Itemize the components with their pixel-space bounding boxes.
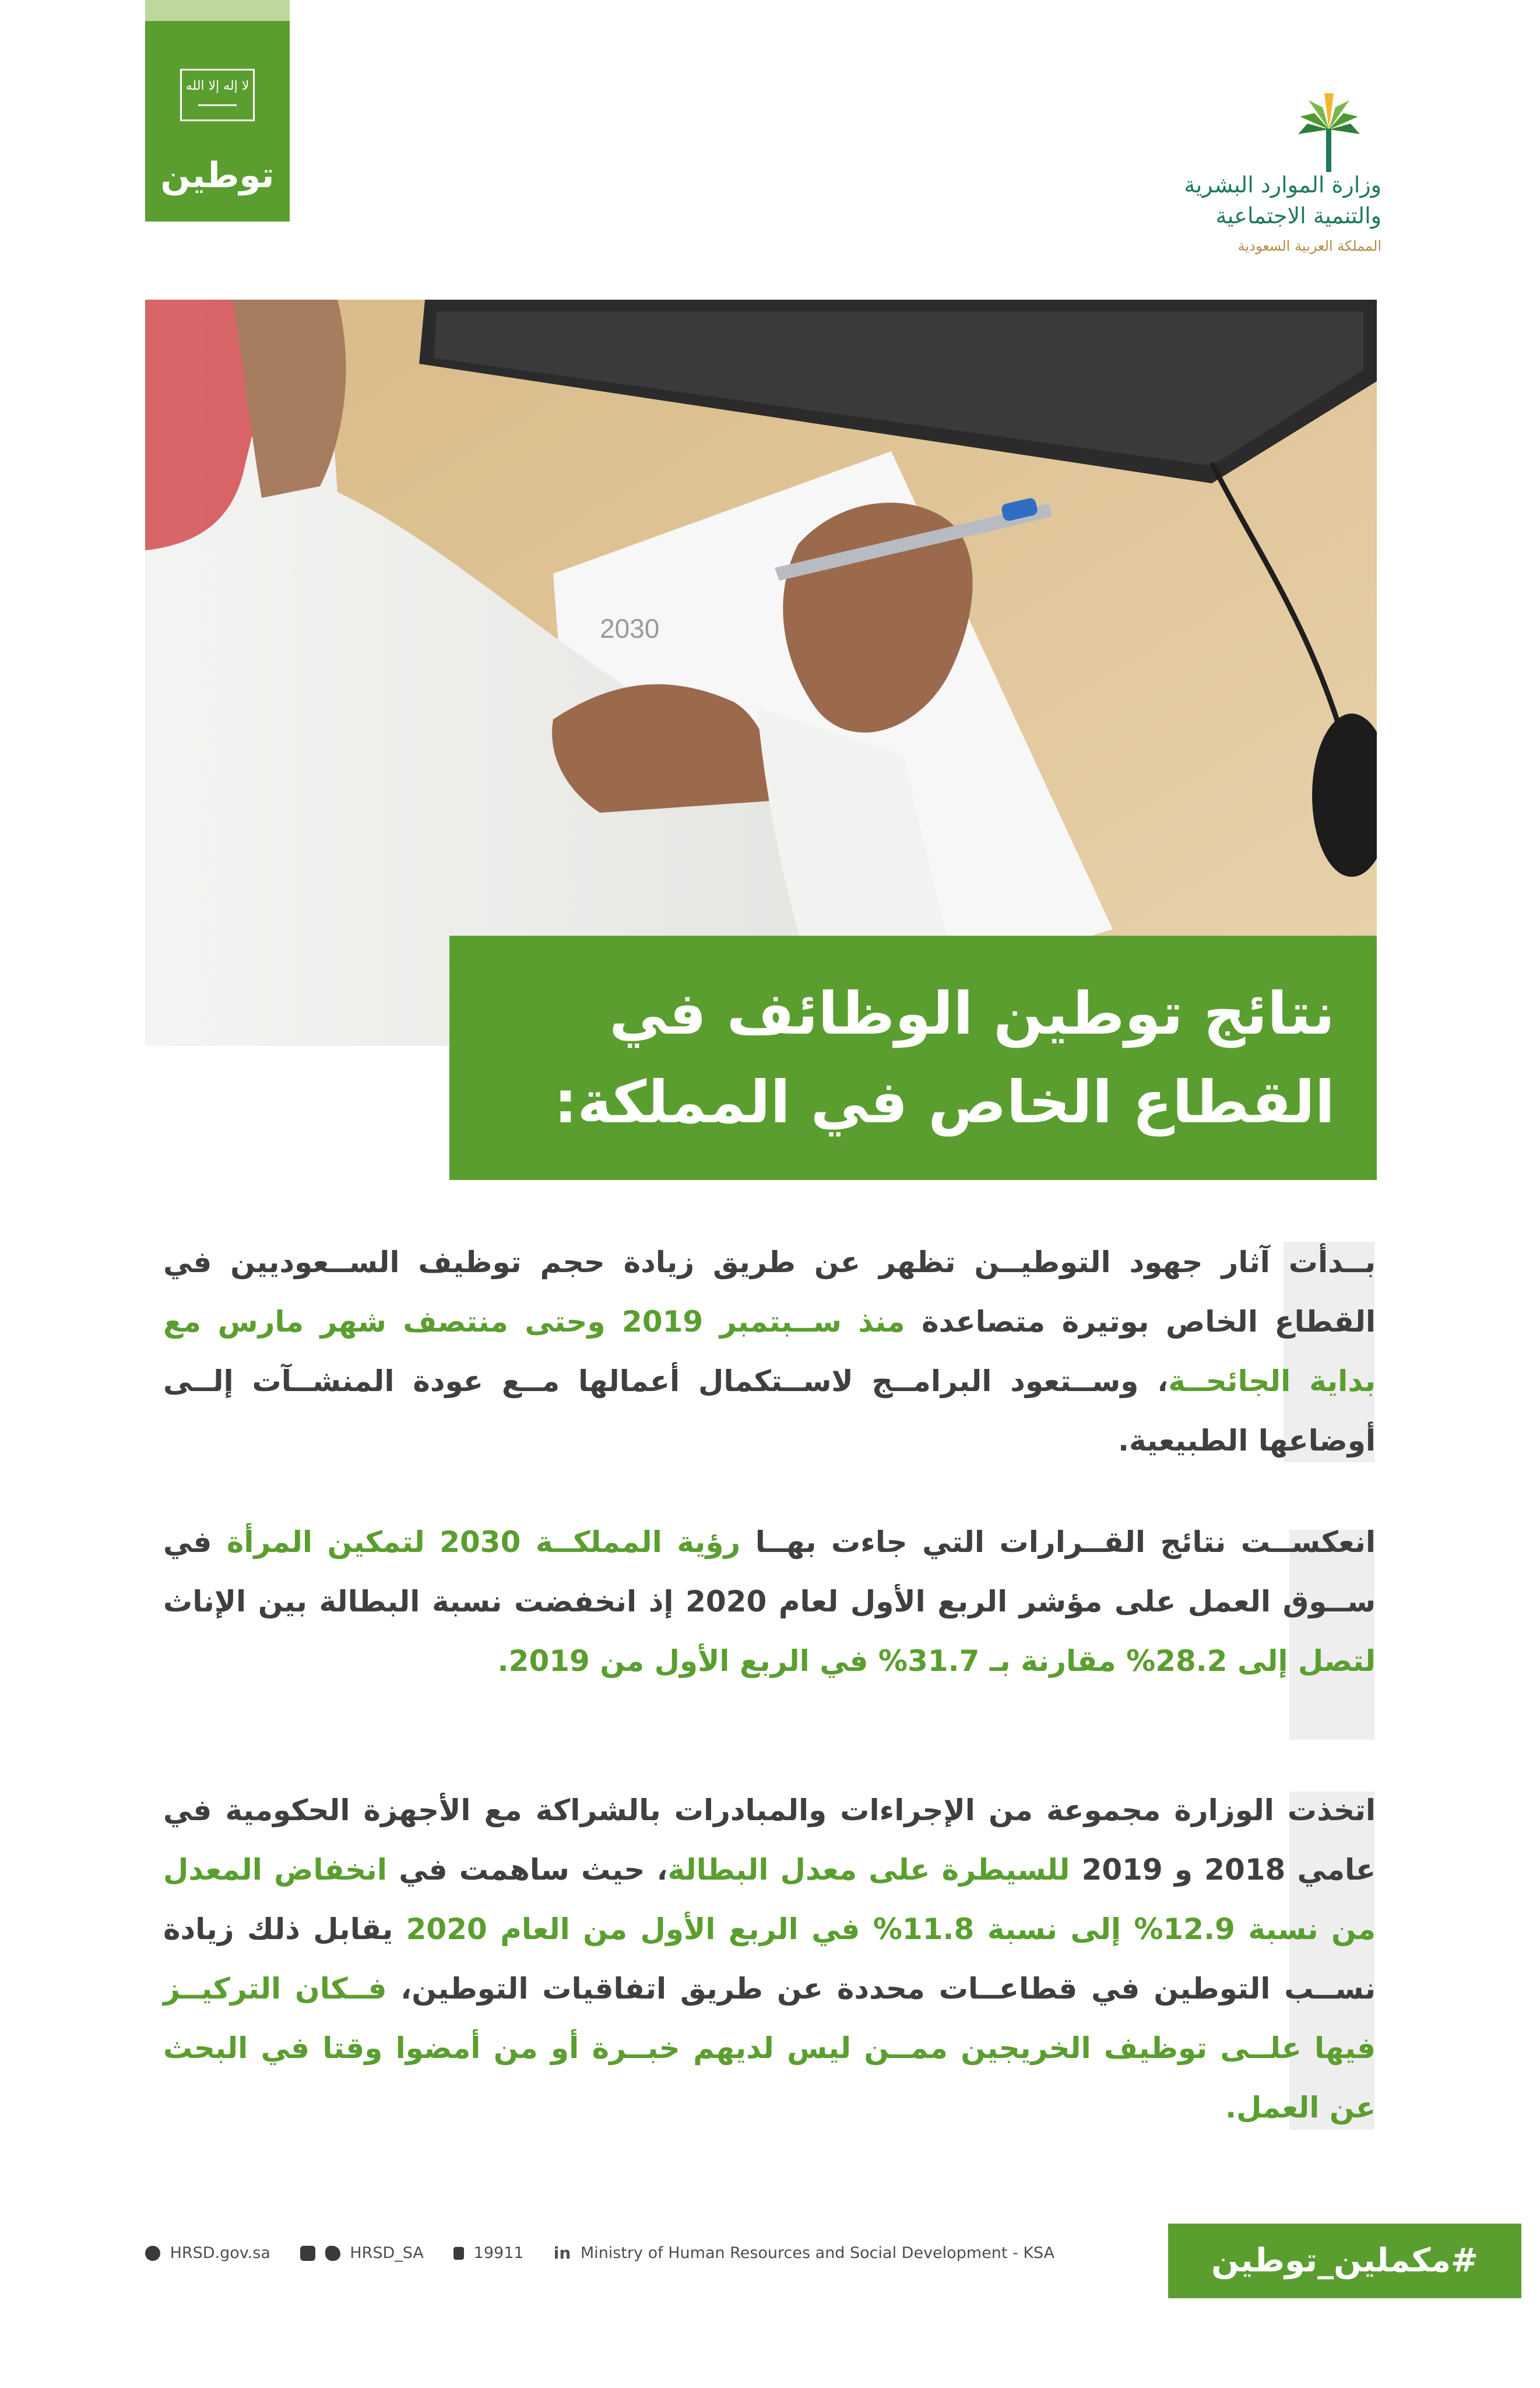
paragraph-text: في ســوق العمل على مؤشر الربع الأول لعام 2020 إذ انخفضت نسبة البطالة بين الإناث [163, 1525, 1376, 1618]
paragraph-3 [163, 1781, 1376, 2137]
title-line-1: نتائج توطين الوظائف في [609, 979, 1335, 1048]
paragraph-highlight: رؤية المملكــة 2030 لتمكين المرأة [226, 1525, 741, 1559]
hero-photo [145, 300, 1377, 1046]
footer-linkedin[interactable]: Ministry of Human Resources and Social Development - KSA [580, 2244, 1055, 2262]
twitter-icon [325, 2246, 340, 2261]
tag-accent-strip [145, 0, 290, 21]
logo-country-name: المملكة العربية السعودية [1237, 238, 1381, 254]
logo-ministry-name-line2: والتنمية الاجتماعية [1215, 203, 1381, 229]
paragraph-text: اتخذت الوزارة مجموعة من الإجراءات والمبادرات بالشراكة مع الأجهزة الحكومية في عامي 2018 و 2019 [163, 1793, 1376, 1887]
flag-inscription: لا إله إلا الله [185, 79, 249, 93]
page-title [495, 970, 1335, 1147]
footer-phone[interactable]: 19911 [473, 2244, 524, 2262]
paragraph-highlight: انخفاض المعدل من نسبة 12.9% إلى نسبة 11.8% في الربع الأول من العام 2020 [163, 1853, 1376, 1946]
flag-sword [198, 104, 237, 106]
paragraph-1 [163, 1232, 1376, 1470]
paragraph-text: بــدأت آثار جهود التوطيــن تظهر عن طريق زيادة حجم توظيف الســعوديين في القطاع الخاص بوتيرة متصاعدة [163, 1245, 1376, 1339]
footer-contacts [145, 2243, 1054, 2278]
tag-label: توطين [160, 155, 275, 196]
paragraph-text: انعكســت نتائج القــرارات التي جاءت بهــا [740, 1525, 1376, 1559]
globe-icon [145, 2246, 160, 2261]
footer-social-handle[interactable]: HRSD_SA [350, 2244, 424, 2262]
logo-ministry-name-line1: وزارة الموارد البشرية [1184, 172, 1381, 198]
palm-tree-icon [1297, 93, 1361, 172]
paragraph-2 [163, 1512, 1376, 1691]
ministry-logo [1142, 93, 1381, 262]
saudi-flag-icon [180, 69, 255, 121]
footer-website[interactable]: HRSD.gov.sa [170, 2244, 270, 2262]
phone-icon [453, 2247, 464, 2260]
title-line-2: القطاع الخاص في المملكة: [554, 1068, 1335, 1136]
paragraph-highlight: للسيطرة على معدل البطالة [667, 1853, 1070, 1887]
paragraph-highlight: لتصل إلى 28.2% مقارنة بـ 31.7% في الربع الأول من 2019. [497, 1644, 1376, 1678]
hashtag-badge: #مكملين_توطين [1168, 2224, 1521, 2298]
paragraph-highlight: فــكان التركيــز فيها علــى توظيف الخريجين ممــن ليس لديهم خبــرة أو من أمضوا وقتا في البحث عن العمل. [163, 1972, 1376, 2124]
category-tag [145, 21, 290, 222]
paragraph-highlight: منذ ســبتمبر 2019 وحتى منتصف شهر مارس مع بداية الجائحــة [163, 1305, 1376, 1398]
title-box [449, 936, 1377, 1180]
paragraph-text: ، حيث ساهمت في [387, 1853, 668, 1887]
paragraph-text: يقابل ذلك زيادة نســب التوطين في قطاعــات محددة عن طريق اتفاقيات التوطين، [163, 1912, 1376, 2006]
snapchat-icon [300, 2246, 315, 2261]
paper-logo-2030: 2030 [600, 613, 660, 644]
paragraph-text: ، وســتعود البرامــج لاســتكمال أعمالها مــع عودة المنشــآت إلــى أوضاعها الطبيعية. [163, 1364, 1376, 1458]
linkedin-icon: in [553, 2243, 571, 2263]
